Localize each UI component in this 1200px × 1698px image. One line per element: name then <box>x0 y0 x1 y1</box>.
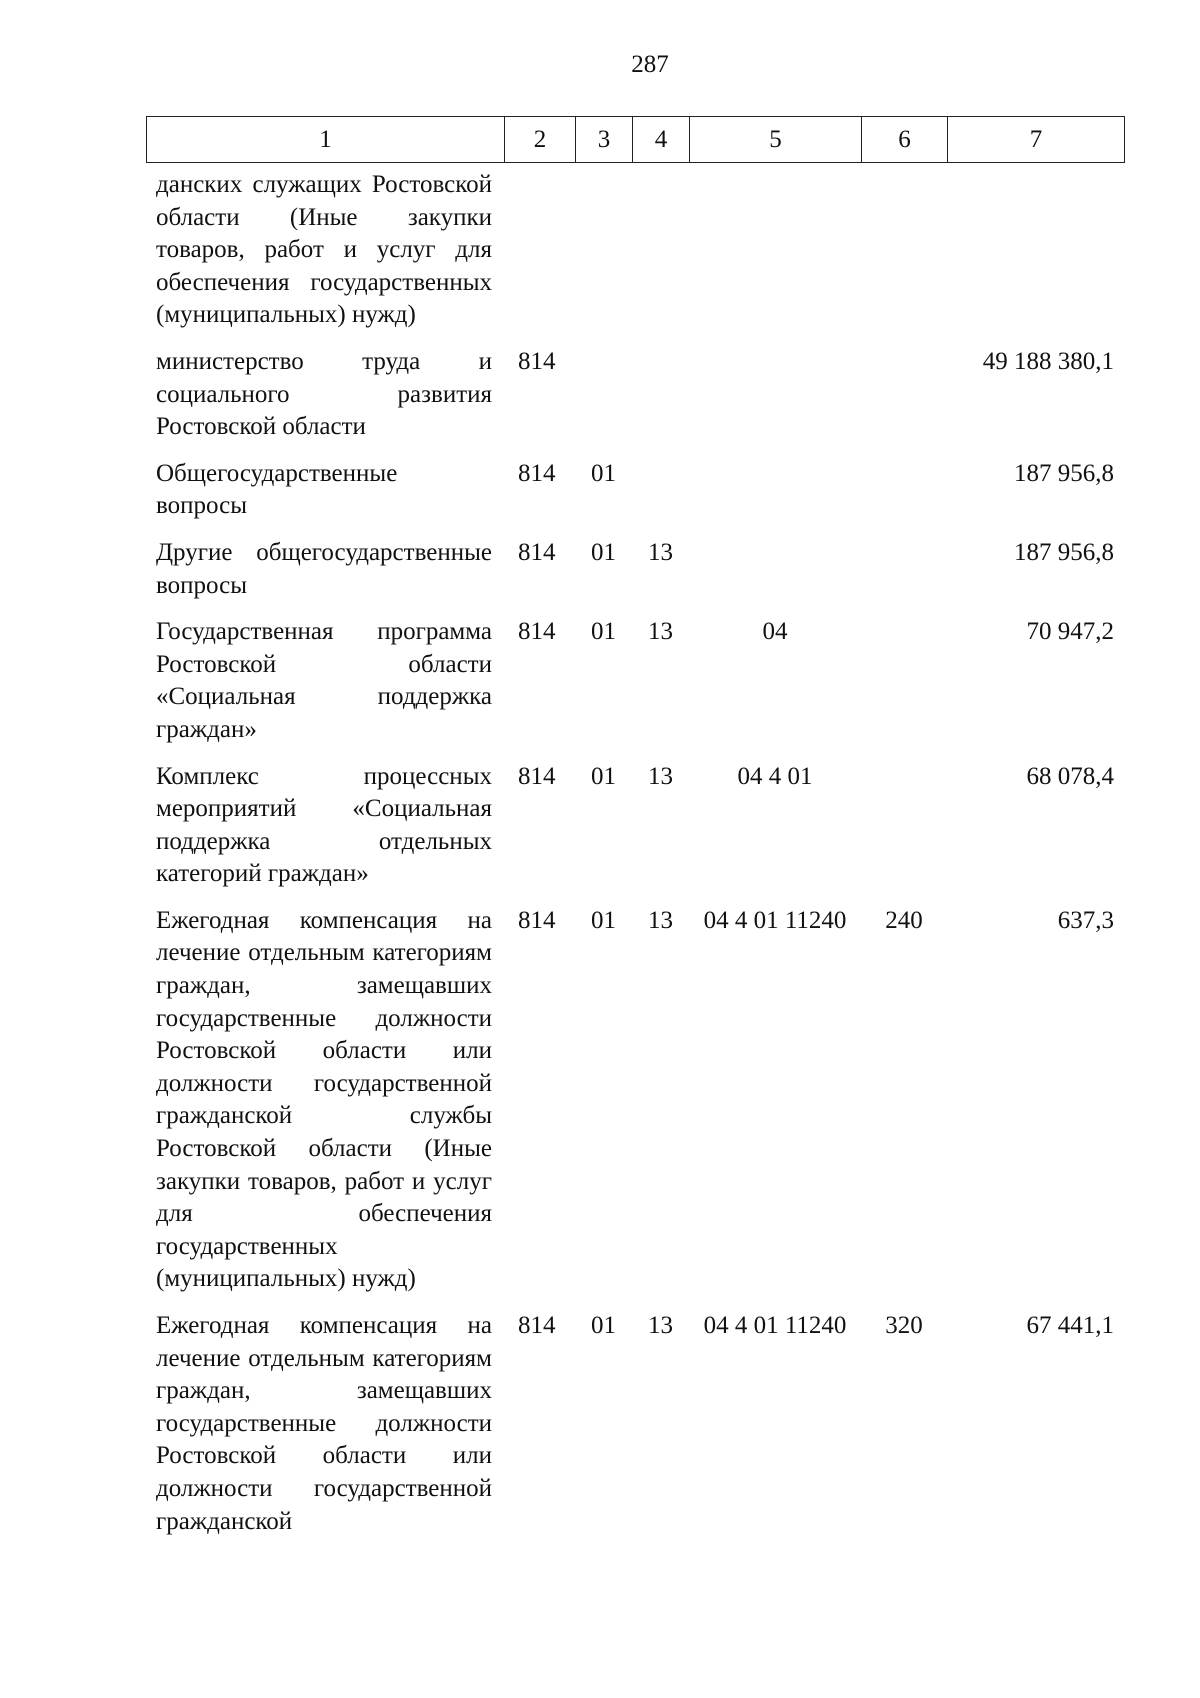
row-col5 <box>689 537 861 616</box>
row-col7 <box>947 169 1124 346</box>
table-row <box>146 346 1124 458</box>
row-col7: 68 078,4 <box>1026 762 1114 790</box>
row-col2: 814 <box>518 538 556 566</box>
row-col4: 13 <box>648 538 673 566</box>
table-row <box>146 905 1124 1310</box>
row-description: Государственная программа Ростовской области «Социальная поддержка граждан» <box>156 618 492 743</box>
row-col4 <box>632 458 689 537</box>
row-description: Общегосударственные вопросы <box>156 459 398 520</box>
row-col5 <box>689 169 861 346</box>
row-col4: 13 <box>648 906 673 934</box>
row-col2: 814 <box>518 906 556 934</box>
table-row <box>146 169 1124 346</box>
row-col7: 67 441,1 <box>1026 1312 1114 1339</box>
table-row <box>146 1310 1124 1552</box>
row-description: данских служащих Ростовской области (Иные закупки товаров, работ и услуг для обеспечения государственных (муниципальных) нужд) <box>156 171 492 329</box>
row-col7: 187 956,8 <box>1014 538 1114 566</box>
row-description: Другие общегосударственные вопросы <box>156 538 492 599</box>
row-col6 <box>861 346 947 458</box>
header-col-7: 7 <box>948 117 1125 163</box>
row-description: Ежегодная компенсация на лечение отдельным категориям граждан, замещавших государственные должности Ростовской области или должности государственной гражданской службы Ростовской области (Иные закупки товаров, работ и услуг для обеспечения государственных (муниципальных) нужд) <box>156 906 492 1293</box>
header-col-6: 6 <box>862 117 948 163</box>
row-col6 <box>861 458 947 537</box>
row-col3: 01 <box>591 1312 616 1339</box>
row-description: министерство труда и социального развития Ростовской области <box>156 347 492 441</box>
row-col5: 04 4 01 <box>737 762 813 790</box>
page-number: 287 <box>631 51 669 78</box>
table-row <box>146 537 1124 616</box>
row-description: Комплекс процессных мероприятий «Социальная поддержка отдельных категорий граждан» <box>156 762 492 888</box>
row-col5: 04 4 01 11240 <box>703 1312 847 1339</box>
row-col7: 637,3 <box>1057 906 1114 934</box>
row-col4 <box>632 346 689 458</box>
row-col4: 13 <box>648 1312 673 1339</box>
table-body <box>146 169 1124 1552</box>
row-col3: 01 <box>591 459 616 487</box>
row-col3: 01 <box>591 538 616 566</box>
row-col4: 13 <box>648 762 673 790</box>
row-col5: 04 <box>762 618 788 646</box>
row-col6: 240 <box>885 906 923 934</box>
row-col2: 814 <box>518 459 556 487</box>
row-col2 <box>504 169 575 346</box>
row-col3: 01 <box>591 762 616 790</box>
row-col7: 49 188 380,1 <box>982 347 1114 375</box>
header-col-5: 5 <box>690 117 862 163</box>
row-col3 <box>575 169 632 346</box>
row-col2: 814 <box>518 1312 556 1339</box>
header-col-4: 4 <box>633 117 690 163</box>
table-row <box>146 761 1124 905</box>
row-description: Ежегодная компенсация на лечение отдельным категориям граждан, замещавших государственные должности Ростовской области или должности государственной гражданской <box>156 1312 492 1535</box>
row-col2: 814 <box>518 347 556 375</box>
row-col2: 814 <box>518 618 556 646</box>
row-col5 <box>689 346 861 458</box>
row-col7: 70 947,2 <box>1026 618 1114 646</box>
row-col6 <box>861 537 947 616</box>
row-col3: 01 <box>591 906 616 934</box>
row-col6 <box>861 169 947 346</box>
row-col6: 320 <box>885 1312 923 1339</box>
header-col-3: 3 <box>576 117 633 163</box>
row-col7: 187 956,8 <box>1014 459 1114 487</box>
header-row <box>147 117 1125 163</box>
row-col5 <box>689 458 861 537</box>
table-row <box>146 616 1124 760</box>
row-col6 <box>861 761 947 905</box>
row-col2: 814 <box>518 762 556 790</box>
row-col5: 04 4 01 11240 <box>703 906 847 934</box>
row-col3 <box>575 346 632 458</box>
table-row <box>146 458 1124 537</box>
table-header <box>146 116 1125 163</box>
row-col4: 13 <box>648 618 673 646</box>
header-col-2: 2 <box>505 117 576 163</box>
row-col6 <box>861 616 947 760</box>
header-col-1: 1 <box>147 117 505 163</box>
row-col3: 01 <box>591 618 616 646</box>
row-col4 <box>632 169 689 346</box>
